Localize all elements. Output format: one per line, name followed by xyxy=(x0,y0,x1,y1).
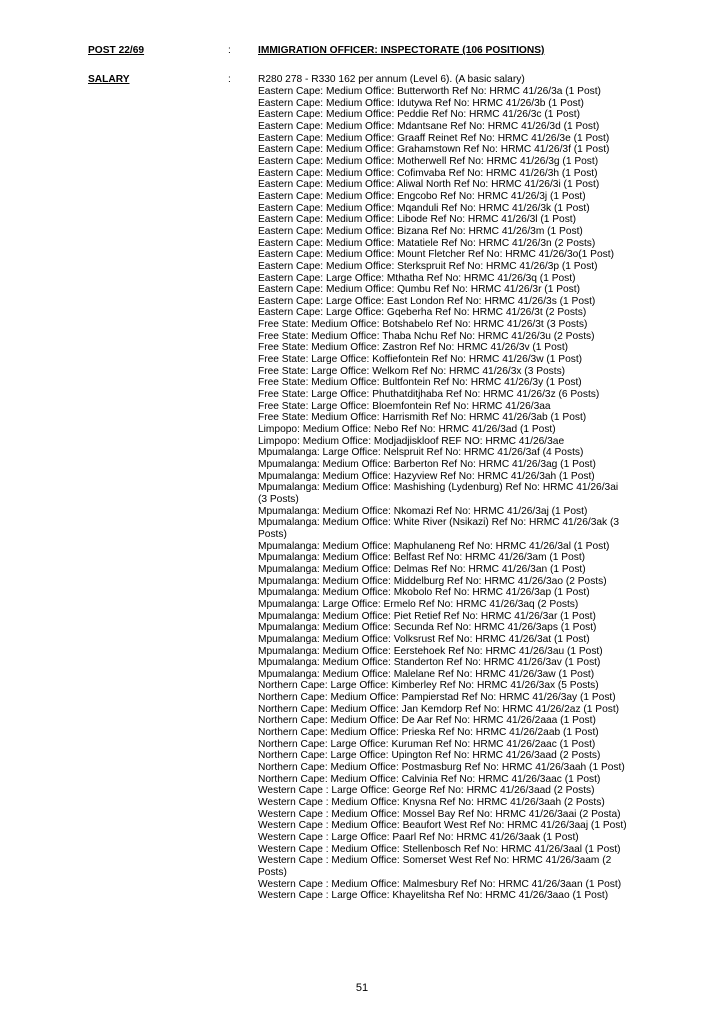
office-reference-line: Northern Cape: Large Office: Kuruman Ref No: HRMC 41/26/2aac (1 Post) xyxy=(258,738,596,750)
office-reference-line: Posts) xyxy=(258,866,287,878)
office-reference-line: Mpumalanga: Medium Office: Belfast Ref No: HRMC 41/26/3am (1 Post) xyxy=(258,552,586,564)
office-reference-line: Northern Cape: Large Office: Upington Ref No: HRMC 41/26/3aad (2 Posts) xyxy=(258,750,601,762)
office-reference-line: Mpumalanga: Medium Office: Volksrust Ref No: HRMC 41/26/3at (1 Post) xyxy=(258,633,590,645)
office-reference-line: Mpumalanga: Medium Office: Piet Retief Ref No: HRMC 41/26/3ar (1 Post) xyxy=(258,610,596,622)
office-reference-line: Free State: Medium Office: Thaba Nchu Ref No: HRMC 41/26/3u (2 Posts) xyxy=(258,330,595,342)
office-reference-line: Eastern Cape: Medium Office: Bizana Ref No: HRMC 41/26/3m (1 Post) xyxy=(258,225,583,237)
office-reference-line: Western Cape : Medium Office: Beaufort West Ref No: HRMC 41/26/3aaj (1 Post) xyxy=(258,820,627,832)
salary-label: SALARY xyxy=(88,74,130,85)
office-reference-line: Eastern Cape: Medium Office: Engcobo Ref No: HRMC 41/26/3j (1 Post) xyxy=(258,190,586,202)
office-reference-line: Western Cape : Medium Office: Stellenbosch Ref No: HRMC 41/26/3aal (1 Post) xyxy=(258,843,621,855)
office-reference-line: Eastern Cape: Large Office: Mthatha Ref No: HRMC 41/26/3q (1 Post) xyxy=(258,272,576,284)
office-reference-line: Northern Cape: Large Office: Kimberley Ref No: HRMC 41/26/3ax (5 Posts) xyxy=(258,680,599,692)
office-reference-line: Western Cape : Medium Office: Knysna Ref No: HRMC 41/26/3aah (2 Posts) xyxy=(258,797,605,809)
office-reference-line: Free State: Large Office: Bloemfontein Ref No: HRMC 41/26/3aa xyxy=(258,400,551,412)
office-reference-line: Eastern Cape: Large Office: East London Ref No: HRMC 41/26/3s (1 Post) xyxy=(258,295,596,307)
office-reference-line: Free State: Large Office: Phuthatditjhaba Ref No: HRMC 41/26/3z (6 Posts) xyxy=(258,389,600,401)
office-reference-line: Eastern Cape: Medium Office: Peddie Ref No: HRMC 41/26/3c (1 Post) xyxy=(258,109,580,121)
post-number-label: POST 22/69 xyxy=(88,45,145,56)
office-reference-line: Free State: Large Office: Welkom Ref No: HRMC 41/26/3x (3 Posts) xyxy=(258,365,566,377)
office-reference-line: Eastern Cape: Medium Office: Aliwal North Ref No: HRMC 41/26/3i (1 Post) xyxy=(258,179,600,191)
office-reference-line: Eastern Cape: Medium Office: Mdantsane Ref No: HRMC 41/26/3d (1 Post) xyxy=(258,120,600,132)
office-reference-line: Eastern Cape: Medium Office: Idutywa Ref No: HRMC 41/26/3b (1 Post) xyxy=(258,97,584,109)
office-reference-line: Northern Cape: Medium Office: Jan Kemdorp Ref No: HRMC 41/26/2az (1 Post) xyxy=(258,703,620,715)
office-reference-line: Mpumalanga: Medium Office: Maphulaneng Ref No: HRMC 41/26/3al (1 Post) xyxy=(258,540,610,552)
office-reference-line: Posts) xyxy=(258,528,287,540)
office-reference-line: Western Cape : Large Office: George Ref No: HRMC 41/26/3aad (2 Posts) xyxy=(258,785,595,797)
office-reference-line: (3 Posts) xyxy=(258,493,299,505)
post-title: IMMIGRATION OFFICER: INSPECTORATE (106 POSITIONS) xyxy=(258,45,545,56)
office-reference-line: Free State: Large Office: Koffiefontein Ref No: HRMC 41/26/3w (1 Post) xyxy=(258,354,583,366)
office-reference-line: Eastern Cape: Medium Office: Graaff Reinet Ref No: HRMC 41/26/3e (1 Post) xyxy=(258,132,610,144)
office-reference-line: Eastern Cape: Medium Office: Butterworth Ref No: HRMC 41/26/3a (1 Post) xyxy=(258,86,601,97)
office-reference-line: Free State: Medium Office: Zastron Ref No: HRMC 41/26/3v (1 Post) xyxy=(258,342,569,354)
office-reference-line: Mpumalanga: Large Office: Nelspruit Ref No: HRMC 41/26/3af (4 Posts) xyxy=(258,447,584,459)
office-reference-line: Western Cape : Medium Office: Somerset West Ref No: HRMC 41/26/3aam (2 xyxy=(258,855,612,867)
office-reference-line: Mpumalanga: Medium Office: Hazyview Ref No: HRMC 41/26/3ah (1 Post) xyxy=(258,470,595,482)
office-reference-line: Mpumalanga: Medium Office: Middelburg Ref No: HRMC 41/26/3ao (2 Posts) xyxy=(258,575,607,587)
office-reference-line: Mpumalanga: Medium Office: Standerton Ref No: HRMC 41/26/3av (1 Post) xyxy=(258,657,601,669)
office-reference-line: Mpumalanga: Medium Office: Barberton Ref No: HRMC 41/26/3ag (1 Post) xyxy=(258,459,596,470)
office-reference-line: Eastern Cape: Medium Office: Sterkspruit Ref No: HRMC 41/26/3p (1 Post) xyxy=(258,260,598,272)
office-reference-line: Northern Cape: Medium Office: Prieska Ref No: HRMC 41/26/2aab (1 Post) xyxy=(258,727,599,739)
office-reference-line: Limpopo: Medium Office: Modjadjiskloof REF NO: HRMC 41/26/3ae xyxy=(258,435,565,447)
office-reference-line: Northern Cape: Medium Office: Pampierstad Ref No: HRMC 41/26/3ay (1 Post) xyxy=(258,692,616,704)
office-reference-line: Eastern Cape: Medium Office: Libode Ref No: HRMC 41/26/3l (1 Post) xyxy=(258,214,577,226)
office-reference-line: Northern Cape: Medium Office: Calvinia Ref No: HRMC 41/26/3aac (1 Post) xyxy=(258,773,601,785)
office-reference-line: Mpumalanga: Medium Office: White River (Nsikazi) Ref No: HRMC 41/26/3ak (3 xyxy=(258,517,620,529)
office-reference-line: Eastern Cape: Large Office: Gqeberha Ref No: HRMC 41/26/3t (2 Posts) xyxy=(258,307,587,319)
office-reference-line: Northern Cape: Medium Office: Postmasburg Ref No: HRMC 41/26/3aah (1 Post) xyxy=(258,762,625,774)
office-reference-list xyxy=(258,86,698,902)
office-reference-line: Western Cape : Medium Office: Mossel Bay Ref No: HRMC 41/26/3aai (2 Posta) xyxy=(258,808,621,820)
office-reference-line: Mpumalanga: Medium Office: Eerstehoek Ref No: HRMC 41/26/3au (1 Post) xyxy=(258,645,603,657)
office-reference-line: Mpumalanga: Medium Office: Mkobolo Ref No: HRMC 41/26/3ap (1 Post) xyxy=(258,587,590,599)
office-reference-line: Western Cape : Medium Office: Malmesbury Ref No: HRMC 41/26/3aan (1 Post) xyxy=(258,878,622,890)
office-reference-line: Free State: Medium Office: Bultfontein Ref No: HRMC 41/26/3y (1 Post) xyxy=(258,377,582,389)
office-reference-line: Western Cape : Large Office: Khayelitsha Ref No: HRMC 41/26/3aao (1 Post) xyxy=(258,890,609,902)
office-reference-line: Eastern Cape: Medium Office: Grahamstown Ref No: HRMC 41/26/3f (1 Post) xyxy=(258,144,610,156)
office-reference-line: Northern Cape: Medium Office: De Aar Ref No: HRMC 41/26/2aaa (1 Post) xyxy=(258,715,596,727)
salary-separator: : xyxy=(228,74,231,85)
office-reference-line: Mpumalanga: Medium Office: Malelane Ref No: HRMC 41/26/3aw (1 Post) xyxy=(258,668,595,680)
salary-value: R280 278 - R330 162 per annum (Level 6). (A basic salary) xyxy=(258,74,525,85)
page-number: 51 xyxy=(355,982,369,994)
post-separator: : xyxy=(228,45,231,56)
office-reference-line: Eastern Cape: Medium Office: Matatiele Ref No: HRMC 41/26/3n (2 Posts) xyxy=(258,237,596,249)
office-reference-line: Eastern Cape: Medium Office: Cofimvaba Ref No: HRMC 41/26/3h (1 Post) xyxy=(258,167,598,179)
office-reference-line: Eastern Cape: Medium Office: Motherwell Ref No: HRMC 41/26/3g (1 Post) xyxy=(258,155,599,167)
office-reference-line: Mpumalanga: Medium Office: Mashishing (Lydenburg) Ref No: HRMC 41/26/3ai xyxy=(258,482,619,494)
office-reference-line: Free State: Medium Office: Harrismith Ref No: HRMC 41/26/3ab (1 Post) xyxy=(258,412,587,424)
office-reference-line: Eastern Cape: Medium Office: Mount Fletcher Ref No: HRMC 41/26/3o(1 Post) xyxy=(258,249,614,261)
office-reference-line: Eastern Cape: Medium Office: Mqanduli Ref No: HRMC 41/26/3k (1 Post) xyxy=(258,202,590,214)
office-reference-line: Mpumalanga: Medium Office: Nkomazi Ref No: HRMC 41/26/3aj (1 Post) xyxy=(258,505,588,517)
office-reference-line: Western Cape : Large Office: Paarl Ref No: HRMC 41/26/3aak (1 Post) xyxy=(258,832,579,843)
office-reference-line: Mpumalanga: Large Office: Ermelo Ref No: HRMC 41/26/3aq (2 Posts) xyxy=(258,598,579,610)
office-reference-line: Limpopo: Medium Office: Nebo Ref No: HRMC 41/26/3ad (1 Post) xyxy=(258,424,556,436)
office-reference-line: Eastern Cape: Medium Office: Qumbu Ref No: HRMC 41/26/3r (1 Post) xyxy=(258,284,580,296)
office-reference-line: Mpumalanga: Medium Office: Secunda Ref No: HRMC 41/26/3aps (1 Post) xyxy=(258,622,597,634)
office-reference-line: Free State: Medium Office: Botshabelo Ref No: HRMC 41/26/3t (3 Posts) xyxy=(258,319,588,331)
office-reference-line: Mpumalanga: Medium Office: Delmas Ref No: HRMC 41/26/3an (1 Post) xyxy=(258,563,586,575)
